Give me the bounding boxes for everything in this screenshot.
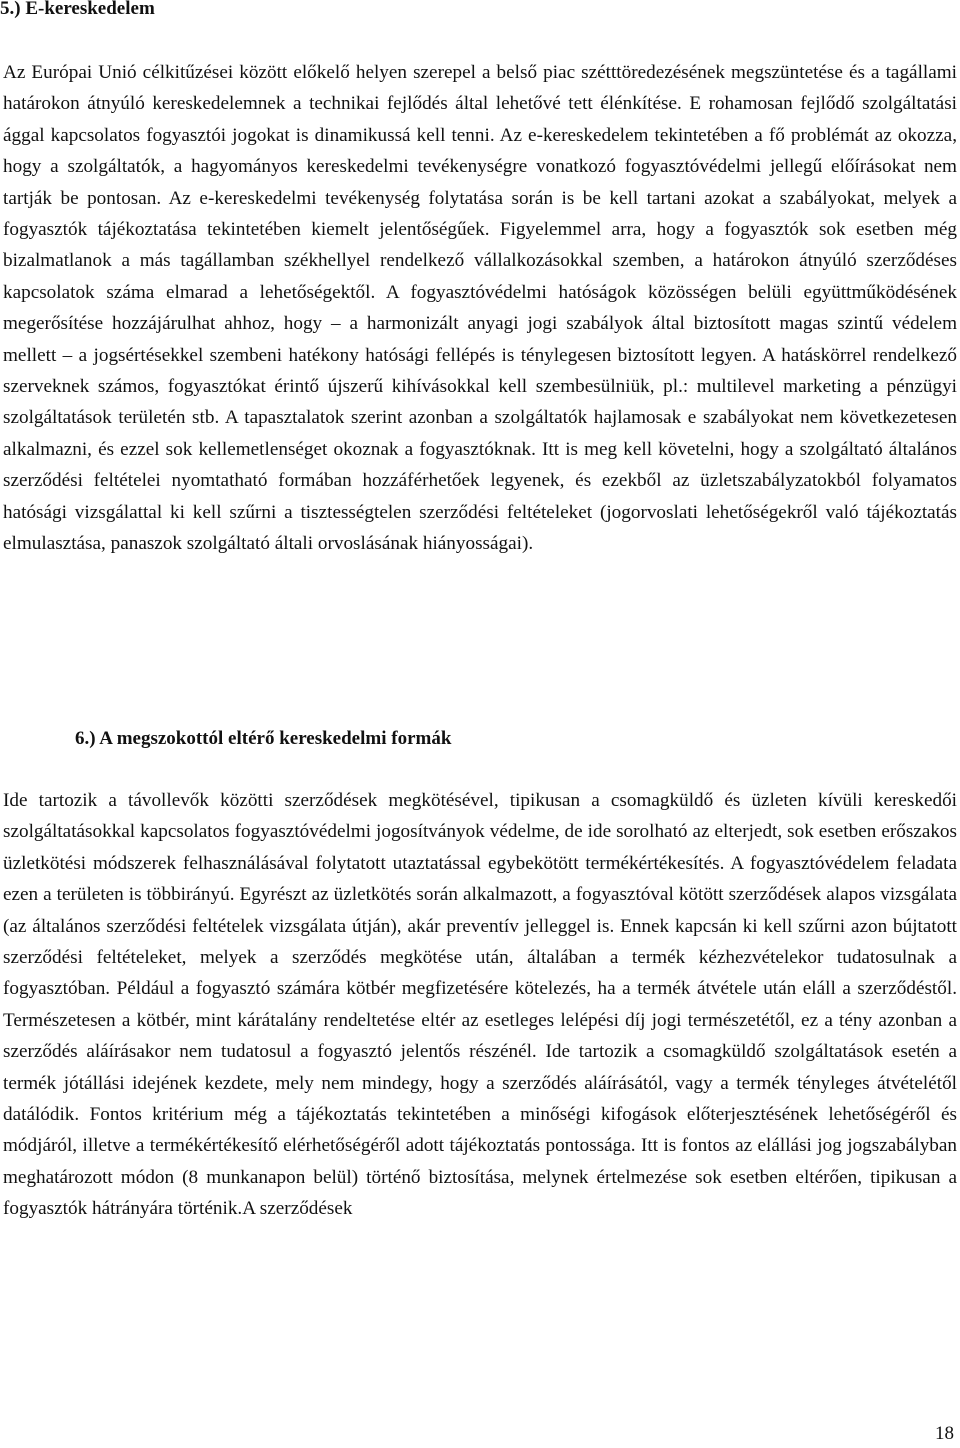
body-paragraph: Ide tartozik a távollevők közötti szerződések megkötésével, tipikusan a csomagküldő és üzleten kívüli kereskedői szolgáltatásokkal kapcsolatos fogyasztóvédelmi jogosítványok védelme, de ide sorolható az elterjedt, sok esetben erőszakos üzletkötési módszerek felhasználásával folytatott utaztatással egybekötött termékértékesítés. A fogyasztóvédelem feladata ezen a területen is többirányú. Egyrészt az üzletkötés során alkalmazott, a fogyasztóval kötött szerződések alapos vizsgálata (az általános szerződési feltételek vizsgálata útján), akár preventív jelleggel is. Ennek kapcsán ki kell szűrni azon bújtatott szerződési feltételeket, melyek a szerződés megkötése után, általában a termék kézhezvételekor tudatosulnak a fogyasztóban. Például a fogyasztó számára kötbér megfizetésére kötelezés, ha a termék átvétele után eláll a szerződéstől. Természetesen a kötbér, mint kárátalány rendeltetése eltér az esetleges lelépési díj jogi természetétől, ez a tény azonban a szerződés aláírásakor nem tudatosul a fogyasztó jelentős részénél. Ide tartozik a csomagküldő szolgáltatások esetén a termék jótállási idejének kezdete, mely nem mindegy, hogy a szerződés aláírásától, vagy a termék tényleges átvételétől datálódik. Fontos kritérium még a tájékoztatás tekintetében a minőségi kifogások előterjesztésének lehetőségéről és módjáról, illetve a termékértékesítő elérhetőségéről adott tájékoztatás pontossága. Itt is fontos az elállási jog jogszabályban meghatározott módon (8 munkanapon belül) történő biztosítása, melynek értelmezése sok esetben eltérően, tipikusan a fogyasztók hátrányára történik.A szerződések [3,790,957,1220]
body-paragraph: Az Európai Unió célkitűzései között előkelő helyen szerepel a belső piac szétttöredezésének megszüntetése és a tagállami határokon átnyúló kereskedelemnek a technikai fejlődés által lehetővé tett élénkítése. E rohamosan fejlődő szolgáltatási ággal kapcsolatos fogyasztói jogokat is dinamikussá kell tenni. Az e-kereskedelem tekintetében a fő problémát az okozza, hogy a szolgáltatók, a hagyományos kereskedelmi tevékenységre vonatkozó fogyasztóvédelmi jellegű előírásokat nem tartják be pontosan. Az e-kereskedelmi tevékenység folytatása során is be kell tartani azokat a szabályokat, melyek a fogyasztók tájékoztatása tekintetében kiemelt jelentőségűek. Figyelemmel arra, hogy a fogyasztók sok esetben még bizalmatlanok a más tagállamban székhellyel rendelkező vállalkozásokkal szemben, a határokon átnyúló szerződéses kapcsolatok száma elmarad a lehetőségektől. A fogyasztóvédelmi hatóságok közösségen belüli együttműködésének megerősítése hozzájárulhat ahhoz, hogy – a harmonizált anyagi jogi szabályok által biztosított magas szintű védelem mellett – a jogsértésekkel szembeni hatékony hatósági fellépés is ténylegesen biztosított legyen. A hatáskörrel rendelkező szerveknek számos, fogyasztókat érintő újszerű kihívásokkal kell szembesülniük, pl.: multilevel marketing a pénzügyi szolgáltatások területén stb. A tapasztalatok szerint azonban a szolgáltatók hajlamosak e szabályokat nem következetesen alkalmazni, és ezzel sok kellemetlenséget okoznak a fogyasztóknak. Itt is meg kell követelni, hogy a szolgáltató általános szerződési feltételei nyomtatható formában hozzáférhetőek legyenek, és ezekből az üzletszabályzatokból folyamatos hatósági vizsgálattal ki kell szűrni a tisztességtelen szerződési feltételeket (jogorvoslati lehetőségekről való tájékoztatás elmulasztása, panaszok szolgáltató általi orvoslásának hiányosságai). [3,62,957,555]
page-number: 18 [935,1423,954,1444]
section-heading: 5.) E-kereskedelem [0,0,155,19]
section-heading: 6.) A megszokottól eltérő kereskedelmi formák [75,728,452,749]
